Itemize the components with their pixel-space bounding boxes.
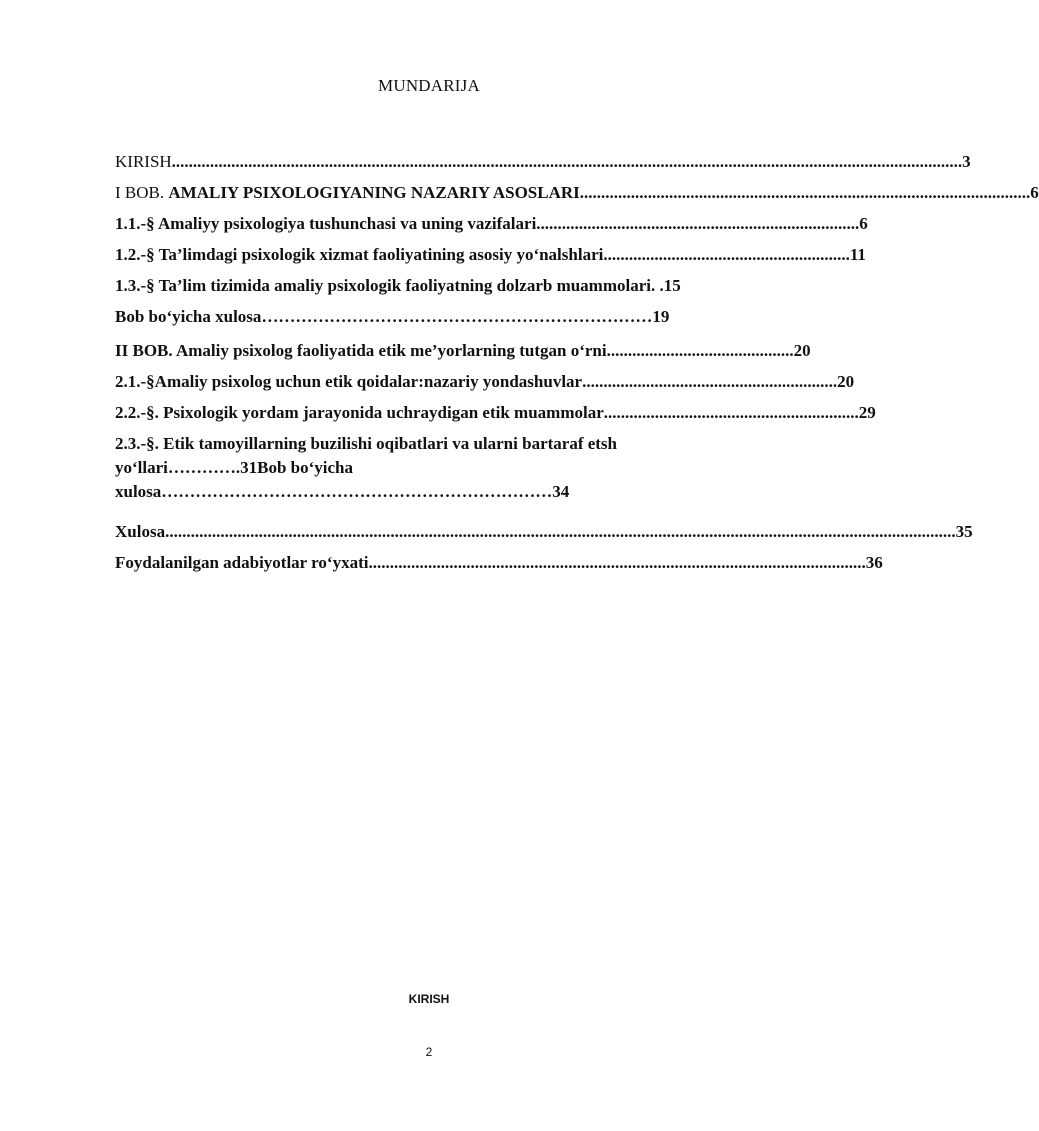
chapter-number: I BOB. <box>115 183 169 202</box>
toc-leader-dots: ..................................................................................................................... <box>368 553 866 572</box>
toc-entry-label: KIRISH <box>115 152 172 171</box>
toc-entry-label: 2.1.-§Amaliy psixolog uchun etik qoidalar:nazariy yondashuvlar <box>115 372 583 391</box>
toc-entry-chapter-1[interactable] <box>115 183 1039 203</box>
toc-page-number: 6 <box>1030 183 1039 202</box>
toc-page-number: 20 <box>837 372 855 391</box>
toc-entry-label: 2.2.-§. Psixologik yordam jarayonida uchraydigan etik muammolar <box>115 403 604 422</box>
toc-entry-references[interactable] <box>115 553 883 573</box>
toc-page-number: 35 <box>955 522 973 541</box>
toc-leader-dots: .......................................................................................................... <box>579 183 1031 202</box>
toc-entry-1-2[interactable] <box>115 245 866 265</box>
toc-page-number: 11 <box>849 245 866 264</box>
toc-leader-dots: .......................................................................................................................................................................................... <box>171 152 963 171</box>
toc-entry-1-3[interactable]: 1.3.-§ Ta’lim tizimida amaliy psixologik faoliyatning dolzarb muammolari. .15 <box>115 276 681 295</box>
toc-entry-label: II BOB. Amaliy psixolog faoliyatida etik me’yorlarning tutgan o‘rni <box>115 341 607 360</box>
toc-leader-dots: .......................................................... <box>603 245 850 264</box>
toc-leader-dots: ............................................................ <box>603 403 859 422</box>
toc-leader-dots: ............................................ <box>606 341 794 360</box>
toc-entry-2-3[interactable] <box>115 432 743 504</box>
toc-entry-line: xulosa……………………………………………………………34 <box>115 482 570 501</box>
toc-entry-introduction[interactable] <box>115 152 971 172</box>
toc-entry-label <box>115 183 580 203</box>
document-heading: MUNDARIJA <box>378 76 480 95</box>
toc-page-number: 36 <box>865 553 883 572</box>
toc-page-number: 3 <box>962 152 971 171</box>
toc-entry-chapter-2[interactable] <box>115 341 811 361</box>
toc-entry-line: yo‘llari………….31Bob bo‘yicha <box>115 458 354 477</box>
toc-entry-line: 2.3.-§. Etik tamoyillarning buzilishi oqibatlari va ularni bartaraf etsh <box>115 434 618 453</box>
toc-entry-conclusion[interactable] <box>115 522 973 542</box>
toc-entry-label: Xulosa <box>115 522 166 541</box>
toc-page-number: 6 <box>859 214 868 233</box>
toc-leader-dots: ............................................................ <box>582 372 838 391</box>
toc-page-number: 20 <box>793 341 811 360</box>
toc-page-number: 29 <box>858 403 876 422</box>
toc-entry-2-2[interactable] <box>115 403 876 423</box>
toc-entry-2-1[interactable] <box>115 372 855 392</box>
toc-entry-label: 1.1.-§ Amaliyy psixologiya tushunchasi va uning vazifalari <box>115 214 537 233</box>
toc-leader-dots: ............................................................................ <box>536 214 860 233</box>
chapter-title: AMALIY PSIXOLOGIYANING NAZARIY ASOSLARI <box>168 183 580 202</box>
page-number: 2 <box>425 1045 433 1059</box>
toc-entry-1-1[interactable] <box>115 214 868 234</box>
toc-leader-dots: .......................................................................................................................................................................................... <box>165 522 956 541</box>
next-section-title: KIRISH <box>408 992 450 1006</box>
table-of-contents <box>115 152 1039 573</box>
toc-entry-chapter-1-summary[interactable]: Bob bo‘yicha xulosa……………………………………………………………19 <box>115 307 670 326</box>
toc-entry-label: 1.2.-§ Ta’limdagi psixologik xizmat faoliyatining asosiy yo‘nalshlari <box>115 245 604 264</box>
toc-entry-label: Foydalanilgan adabiyotlar ro‘yxati <box>115 553 369 572</box>
